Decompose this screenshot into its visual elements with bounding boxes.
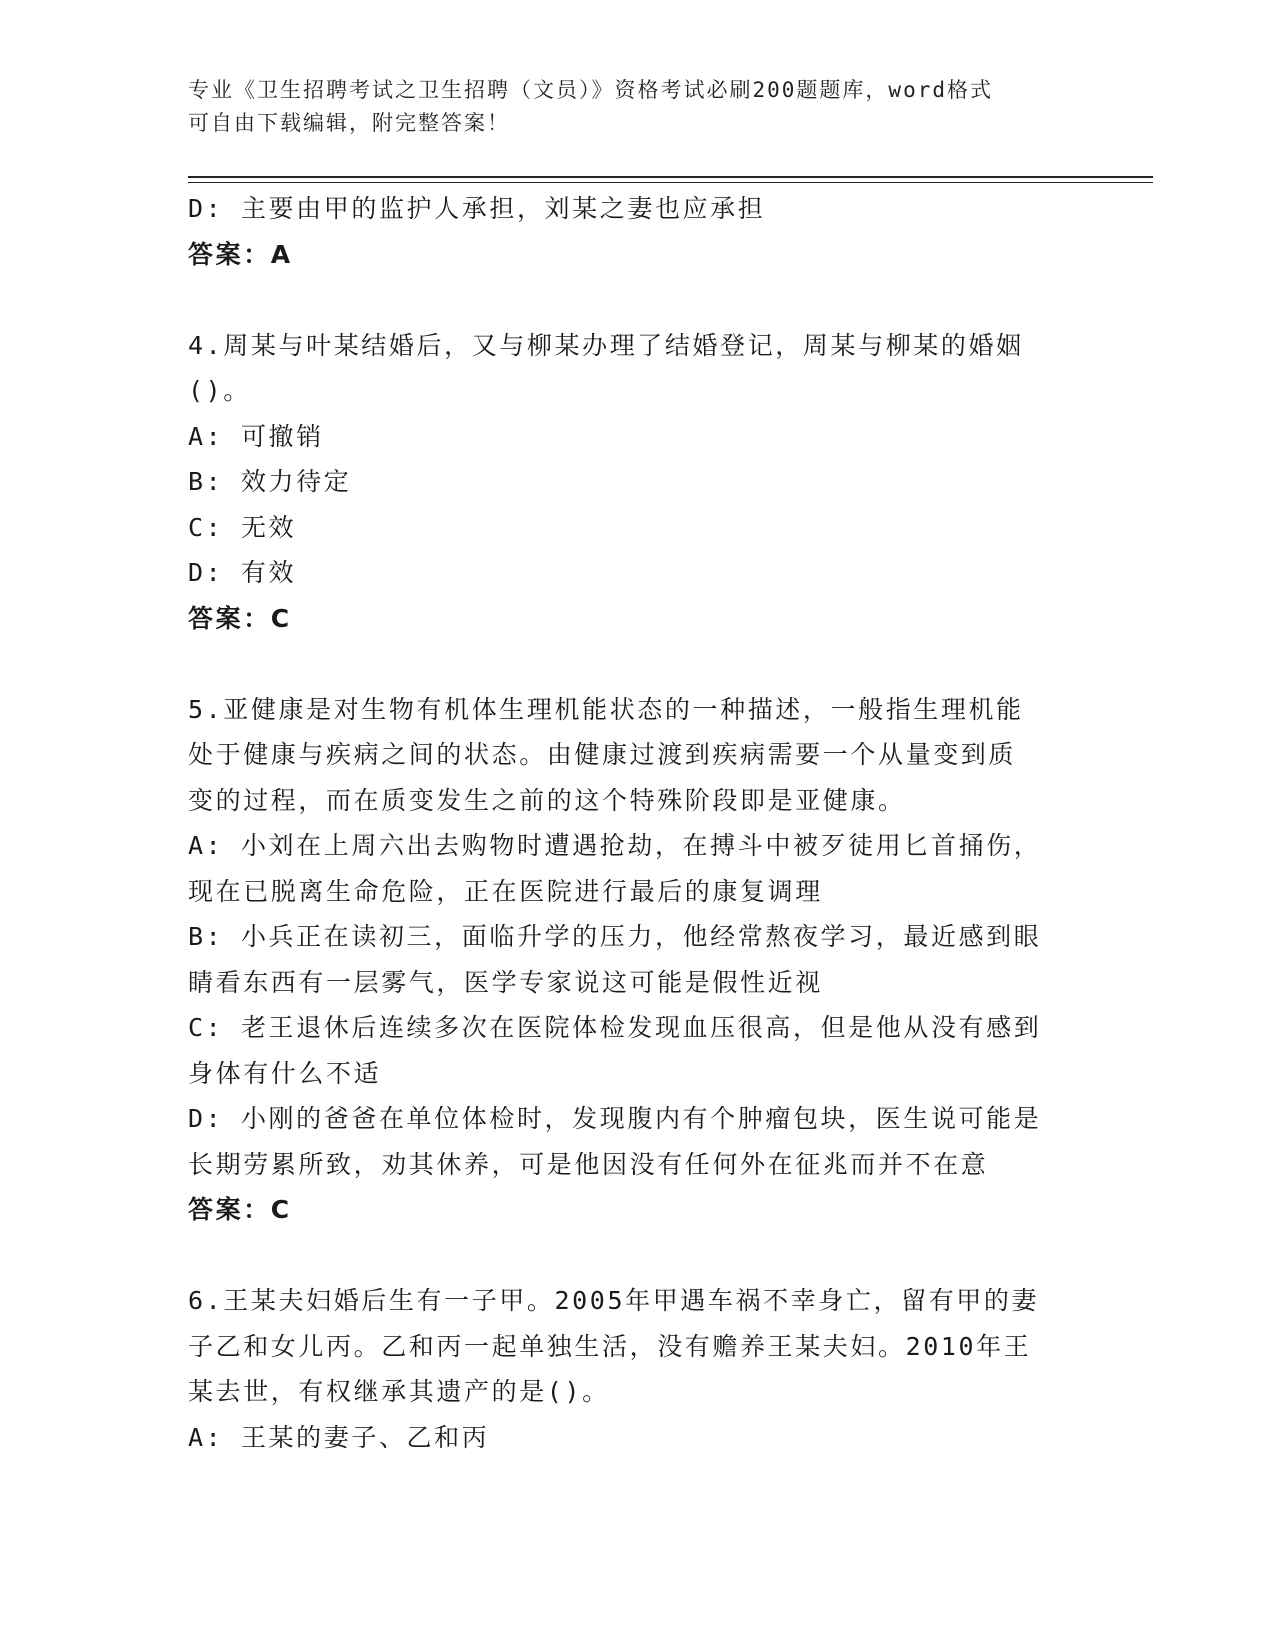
question-5-option-b-line-2: 睛看东西有一层雾气，医学专家说这可能是假性近视 — [188, 967, 823, 997]
document-body — [188, 186, 1088, 1460]
question-6-stem-line-1: 6.王某夫妇婚后生有一子甲。2005年甲遇车祸不幸身亡，留有甲的妻 — [188, 1286, 1040, 1315]
question-3-answer: 答案：A — [188, 239, 293, 269]
question-5-option-c-line-2: 身体有什么不适 — [188, 1058, 382, 1088]
question-5-stem-line-1: 5.亚健康是对生物有机体生理机能状态的一种描述，一般指生理机能 — [188, 694, 1024, 724]
question-4 — [188, 323, 1088, 642]
question-5-answer: 答案：C — [188, 1195, 292, 1224]
question-5-option-b-line-1: B: 小兵正在读初三，面临升学的压力，他经常熬夜学习，最近感到眼 — [188, 922, 1042, 951]
question-5-option-d-line-2: 长期劳累所致，劝其休养，可是他因没有任何外在征兆而并不在意 — [188, 1149, 989, 1179]
question-4-stem-line-1: 4.周某与叶某结婚后，又与柳某办理了结婚登记，周某与柳某的婚姻 — [188, 330, 1024, 360]
question-4-option-a: A: 可撤销 — [188, 421, 324, 451]
header-title-line-2: 可自由下载编辑，附完整答案！ — [188, 111, 510, 135]
question-3-tail — [188, 186, 1088, 277]
question-6-stem-line-3: 某去世，有权继承其遗产的是()。 — [188, 1377, 610, 1406]
header-title-line-1: 专业《卫生招聘考试之卫生招聘（文员）》资格考试必刷200题题库，word格式 — [188, 78, 993, 102]
question-5-option-a-line-1: A: 小刘在上周六出去购物时遭遇抢劫，在搏斗中被歹徒用匕首捅伤， — [188, 831, 1042, 860]
question-4-option-c: C: 无效 — [188, 512, 297, 542]
question-5-option-d-line-1: D: 小刚的爸爸在单位体检时，发现腹内有个肿瘤包块，医生说可能是 — [188, 1104, 1042, 1133]
question-3-option-d: D: 主要由甲的监护人承担，刘某之妻也应承担 — [188, 194, 766, 223]
question-6-stem-line-2: 子乙和女儿丙。乙和丙一起单独生活，没有赡养王某夫妇。2010年王 — [188, 1331, 1032, 1361]
question-6-option-a: A: 王某的妻子、乙和丙 — [188, 1422, 490, 1452]
question-4-option-d: D: 有效 — [188, 558, 297, 587]
question-5-option-a-line-2: 现在已脱离生命危险，正在医院进行最后的康复调理 — [188, 876, 823, 906]
spacer — [188, 277, 1088, 323]
header-divider-thick — [188, 176, 1153, 178]
question-5-option-c-line-1: C: 老王退休后连续多次在医院体检发现血压很高，但是他从没有感到 — [188, 1013, 1042, 1042]
question-5-stem-line-3: 变的过程，而在质变发生之前的这个特殊阶段即是亚健康。 — [188, 785, 906, 815]
question-4-stem-line-2: ()。 — [188, 376, 251, 405]
header-divider-thin — [188, 182, 1153, 183]
spacer — [188, 1233, 1088, 1279]
question-6 — [188, 1278, 1088, 1460]
question-5 — [188, 687, 1088, 1233]
question-5-stem-line-2: 处于健康与疾病之间的状态。由健康过渡到疾病需要一个从量变到质 — [188, 740, 1017, 769]
spacer — [188, 641, 1088, 687]
question-4-answer: 答案：C — [188, 603, 292, 633]
question-4-option-b: B: 效力待定 — [188, 467, 352, 496]
document-header — [188, 74, 1088, 140]
